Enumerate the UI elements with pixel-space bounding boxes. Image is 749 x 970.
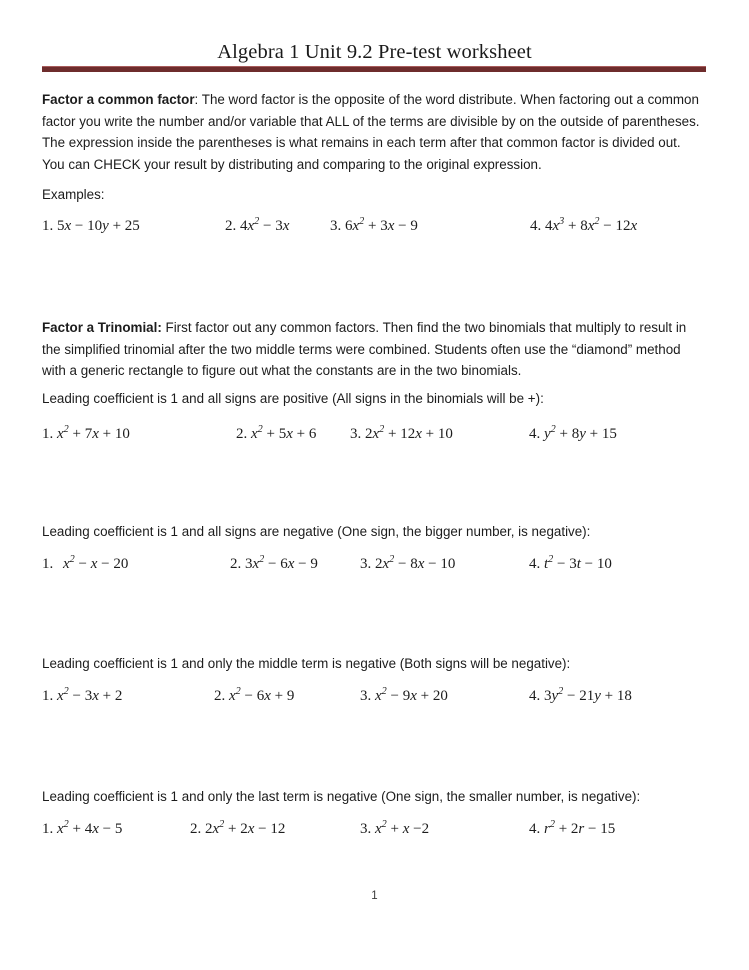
problem-expression: $x^2 + 5x + 6$ [251, 424, 317, 442]
page-title: Algebra 1 Unit 9.2 Pre-test worksheet [217, 41, 532, 63]
problem-item [360, 818, 429, 840]
common-factor-paragraph [42, 89, 706, 175]
problem-number: 1. [42, 426, 54, 442]
problem-item [42, 553, 128, 575]
problem-item [42, 685, 122, 707]
problem-item [225, 215, 289, 237]
title-divider [42, 66, 706, 72]
problem-number: 1. [42, 688, 54, 704]
last-negative-problem-row [42, 818, 706, 842]
divider-bar [42, 67, 706, 72]
problem-item [350, 423, 453, 445]
all-negative-problem-row [42, 553, 706, 577]
problem-item [529, 423, 617, 445]
problem-expression: $x^2 - 9x + 20$ [375, 686, 448, 704]
problem-expression: $x^2 - 3x + 2$ [57, 686, 123, 704]
problem-expression: $x^2 - 6x + 9$ [229, 686, 295, 704]
problem-item [42, 423, 130, 445]
problem-expression: $3x^2 - 6x - 9$ [245, 554, 318, 572]
problem-item [529, 553, 612, 575]
problem-expression: $4x^3 + 8x^2 - 12x$ [545, 216, 638, 234]
problem-number: 3. [360, 556, 372, 572]
problem-expression: $3y^2 - 21y + 18$ [544, 686, 632, 704]
problem-item [529, 685, 632, 707]
problem-number: 4. [530, 218, 542, 234]
problem-number: 3. [360, 821, 372, 837]
problem-number: 2. [230, 556, 242, 572]
problem-number: 4. [529, 821, 541, 837]
problem-number: 2. [190, 821, 202, 837]
problem-expression: $6x^2 + 3x - 9$ [345, 216, 418, 234]
problem-number: 4. [529, 556, 541, 572]
common-factor-heading: Factor a common factor [42, 92, 195, 107]
page-number: 1 [371, 890, 378, 902]
problem-item [214, 685, 294, 707]
problem-item [190, 818, 285, 840]
problem-expression: $r^2 + 2r - 15$ [544, 819, 616, 837]
common-factor-problem-row [42, 215, 706, 239]
problem-expression: $2x^2 + 12x + 10$ [365, 424, 453, 442]
all-positive-label: Leading coefficient is 1 and all signs are positive (All signs in the binomials will be +): [42, 391, 544, 406]
trinomial-paragraph [42, 317, 706, 382]
problem-item [330, 215, 418, 237]
problem-expression: $2x^2 + 2x - 12$ [205, 819, 286, 837]
problem-number: 2. [225, 218, 237, 234]
problem-item [42, 818, 122, 840]
problem-expression: $2x^2 - 8x - 10$ [375, 554, 456, 572]
problem-expression: $t^2 - 3t - 10$ [544, 554, 612, 572]
problem-item [236, 423, 316, 445]
last-negative-label: Leading coefficient is 1 and only the last term is negative (One sign, the smaller number, is negative): [42, 789, 641, 804]
problem-expression: $x^2 - x - 20$ [63, 554, 129, 572]
problem-expression: $4x^2 - 3x$ [240, 216, 290, 234]
problem-expression: $x^2 + x -2$ [375, 819, 430, 837]
problem-number: 2. [236, 426, 248, 442]
problem-number: 1. [42, 556, 54, 572]
all-positive-problem-row [42, 423, 706, 447]
problem-item [530, 215, 637, 237]
middle-negative-problem-row [42, 685, 706, 709]
problem-item [360, 685, 448, 707]
problem-expression: 5x − 10y + 25 [57, 218, 140, 234]
problem-item [529, 818, 615, 840]
examples-label: Examples: [42, 187, 105, 202]
problem-item [230, 553, 318, 575]
problem-number: 3. [350, 426, 362, 442]
problem-number: 1. [42, 218, 54, 234]
common-factor-body: The word factor is the opposite of the word distribute. When factoring out a common factor you write the number and/or variable that ALL of the terms are divisible by on the outside of parentheses. The expression inside the parentheses is what remains in each term after that common factor is divided out. You can CHECK your result by distributing and comparing to the original expression. [42, 92, 700, 172]
problem-item [360, 553, 455, 575]
problem-expression: $x^2 + 7x + 10$ [57, 424, 130, 442]
common-factor-heading-suffix: : [194, 92, 199, 107]
problem-number: 4. [529, 688, 541, 704]
middle-negative-label: Leading coefficient is 1 and only the middle term is negative (Both signs will be negative): [42, 656, 571, 671]
problem-number: 3. [330, 218, 342, 234]
problem-number: 2. [214, 688, 226, 704]
all-negative-label: Leading coefficient is 1 and all signs are negative (One sign, the bigger number, is negative): [42, 524, 591, 539]
problem-item [42, 215, 140, 237]
problem-expression: $x^2 + 4x - 5$ [57, 819, 123, 837]
problem-expression: $y^2 + 8y + 15$ [544, 424, 617, 442]
problem-number: 1. [42, 821, 54, 837]
problem-number: 4. [529, 426, 541, 442]
trinomial-heading: Factor a Trinomial: [42, 320, 162, 335]
problem-number: 3. [360, 688, 372, 704]
trinomial-body: First factor out any common factors. Then find the two binomials that multiply to result in the simplified trinomial after the two middle terms were combined. Students often use the “diamond” method with a generic rectangle to figure out what the constants are in the two binomials. [42, 320, 687, 378]
